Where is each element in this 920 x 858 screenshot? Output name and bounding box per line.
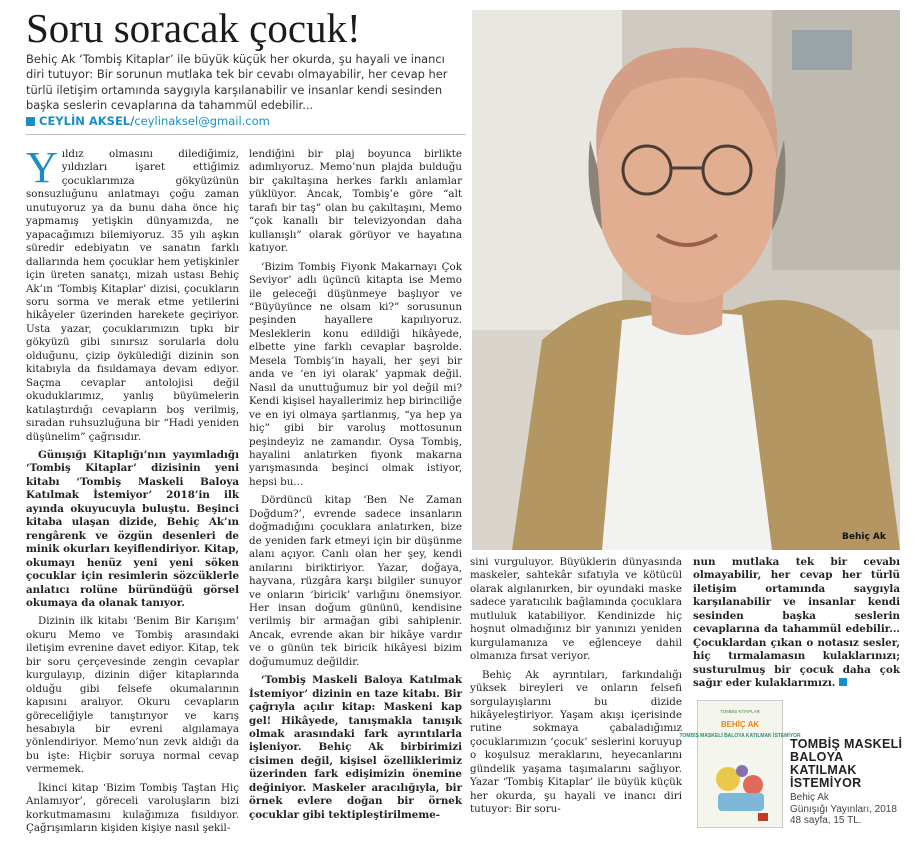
- paragraph: ‘Tombiş Maskeli Baloya Katılmak İstemiyor’ dizinin en taze kitabı. Bir çağrıyla açılır kitap: Maskeni kap gel! Hikâyede, tanışmakla tanışık olmak arasındaki fark ayrıntılarla işleniyor. Behiç Ak birbirimizi cisimen değil, kişisel özelliklerimiz üzerinden fark edişimizin önemine değiniyor. Maskeler aracılığıyla, bir örnek evlere doğan bir örnek çocuklar gibi tektipleştirilmeme-: [249, 674, 462, 821]
- book-cover: [679, 700, 801, 828]
- svg-text:TOMBİŞ KİTAPLAR: TOMBİŞ KİTAPLAR: [720, 709, 760, 714]
- paragraph: sini vurguluyor. Büyüklerin dünyasında maskeler, sahtekâr sıfatıyla ve kötücül olarak algılanırken, bir oyundaki maske sadece yaratıcılık bağlamında çocuklara mutluluk katabiliyor. Kendinizde hiç hoşnut olmadığınız bir yanınızı yeniden kurgulamanıza ve eğlenceye dahil olmanıza fırsat veriyor.: [470, 556, 682, 663]
- book-cover-art: [679, 701, 801, 827]
- square-icon: [26, 117, 35, 126]
- paragraph: ‘Bizim Tombiş Fiyonk Makarnayı Çok Seviyor’ adlı üçüncü kitapta ise Memo ile geleceği düşünmeye başlıyor ve “Büyüyünce ne olsam ki?” sorusunun peşinden hayallere kapılıyoruz. Mesleklerin konu edildiği hikâyede, elbette yine farklı cevaplar başrolde. Mesela Tombiş’in hayali, her şeyi bir anda ve ‘en iyi olarak’ yapmak değil. Nasıl da unuttuğumuz bir yol değil mi? Kendi kişisel hayallerimiz hep birinciliğe ve en iyi olmaya şartlanmış, “ya hep ya hiç” gibi bir varoluş mottosunun peşindeyiz ne zamandır. Oysa Tombiş, hayalini anlatırken fiyonk makarna yarışmasında beşinci olmak istiyor, hepsi bu...: [249, 260, 462, 488]
- paragraph: Dizinin ilk kitabı ‘Benim Bir Karışım’ okuru Memo ve Tombiş arasındaki iletişim evrenine davet ediyor. Kitap, tek bir soru çerçevesinde zengin cevaplar kurgulayıp, dizinin diğer kitaplarında olduğu gibi felsefe okumalarının kapısını aralıyor. Okuru cevapların göreceliğiyle tanıştırıyor ve karış hesabıyla bir evreni algılamaya yönlendiriyor. Memo’nun zevk aldığı da bu işte: Hiçbir soruya normal cevap vermemek.: [26, 615, 239, 776]
- column-3: [470, 556, 682, 822]
- paragraph: İkinci kitap ‘Bizim Tombiş Taştan Hiç Anlamıyor’, göreceli varoluşların bizi korkutmamasını kulağımıza fısıldıyor. Çağrışımların kişiden kişiye nasıl şekil-: [26, 781, 239, 835]
- portrait-illustration: [472, 10, 900, 550]
- byline: [26, 114, 270, 128]
- headline: Soru soracak çocuk!: [26, 5, 361, 51]
- book-info: [790, 738, 910, 827]
- lead-paragraph: Behiç Ak ‘Tombiş Kitaplar’ ile büyük küçük her okurda, şu hayali ve inancı diri tutuyor: Bir sorunun mutlaka tek bir cevabı olmayabilir, her cevap her türlü iletişim ortamında saygıyla karşılanabilir ve insanlar kendi sesinden başka seslerin cevaplarına da tahammül edebilir...: [26, 52, 448, 113]
- column-4: [693, 556, 900, 696]
- paragraph: nun mutlaka tek bir cevabı olmayabilir, her cevap her türlü iletişim ortamında saygıyla karşılanabilir ve insanlar kendi sesinden başka seslerin cevaplarına da tahammül edebilir... Çocuklardan çıkan o notasız sesler, hiç tırmalamasın kulaklarınızı; susturulmuş bir çocuk daha çok sağır eder kulaklarımızı.: [693, 556, 900, 690]
- drop-cap: Y: [26, 143, 58, 192]
- column-2: [249, 148, 462, 827]
- end-mark-icon: [839, 678, 847, 686]
- book-publisher: Günışığı Yayınları, 2018: [790, 803, 897, 815]
- author-email[interactable]: ceylinaksel@gmail.com: [134, 114, 270, 128]
- column-1: [26, 143, 239, 841]
- svg-text:BEHİÇ AK: BEHİÇ AK: [720, 720, 760, 729]
- author-name: CEYLİN AKSEL/: [39, 114, 135, 128]
- book-author: Behiç Ak: [790, 792, 829, 803]
- photo-caption: Behiç Ak: [842, 532, 886, 542]
- book-details: 48 sayfa, 15 TL.: [790, 815, 862, 826]
- book-title: TOMBİŞ MASKELİ BALOYA KATILMAK İSTEMİYOR: [790, 737, 903, 790]
- divider: [26, 134, 466, 135]
- paragraph: Behiç Ak ayrıntıları, farkındalığı yüksek bireyleri ve onların felsefi sorgulayışlarını bu dizide hikâyeleştiriyor. Yaşam akışı içerisinde rutine sokmaya çabaladığımız çocuklarımızın ‘çocuk’ seslerini koruyup o koşulsuz meraklarını, heyecanlarını gündelik yaşama taşımalarını sağlıyor. Yazar ‘Tombiş Kitaplar’ ile büyük küçük her okurda, şu hayali ve inancı diri tutuyor: Bir soru-: [470, 668, 682, 816]
- paragraph: Dördüncü kitap ‘Ben Ne Zaman Doğdum?’, evrende sadece insanların doğmadığını çocuklara anlatırken, bize de yeniden fark etmeyi için bir düşünme alanı açıyor. Canlı olan her şey, kendi anılarını biriktiriyor. Yazar, doğaya, hayvana, rüzgâra karşı bilgiler sunuyor ve onların ‘biricik’ varlığını önemsiyor. Her insan doğum gününü, kendisine verilmiş bir armağan gibi sahiplenir. Ancak, evrende akan bir hikâye vardır ve o günün tek biricik hikâyesi bizim doğumumuz değildir.: [249, 494, 462, 668]
- author-photo: [472, 10, 900, 550]
- svg-text:TOMBİŞ MASKELİ BALOYA KATILMAK: TOMBİŞ MASKELİ BALOYA KATILMAK İSTEMİYOR: [679, 733, 801, 739]
- paragraph: Yıldız olmasını dilediğimiz, yıldızları işaret ettiğimiz çocuklarımıza gökyüzünün sonsuzluğunu anlatmayı çoğu zaman unutuyoruz ya da bunu daha önce hiç yapmamış yetişkin dünyamızda, ne yapacağımızı bilemiyoruz. 35 yılı aşkın süredir edebiyatın ve sanatın farklı dallarında hem çocuklar hem yetişkinler için üreten sanatçı, mizah ustası Behiç Ak’ın ‘Tombiş Kitaplar’ dizisi, çocukların soru sorma ve merak etme yetilerini hikâyeler üzerinden harekete geçiriyor. Usta yazar, çocuklarımızın tıpkı bir gökyüzü gibi sınırsız sorularla dolu olduğunu, çizip öykülediği dizinin son kitabıyla da fısıldamaya devam ediyor. Saçma cevaplar antolojisi değil okuduklarımız, yanlış büyümelerin katılaştırdığı cevapların boş verilmiş, sıradan ruhsuzluğuna bir “Hadi yeniden düşünelim” çağrısıdır.: [26, 143, 239, 443]
- paragraph: Günışığı Kitaplığı’nın yayımladığı ‘Tombiş Kitaplar’ dizisinin yeni kitabı ‘Tombiş Maskeli Baloya Katılmak İstemiyor’ 2018’in ilk ayında okuyucuyla buluştu. Beşinci kitaba ulaşan dizide, Behiç Ak’ın rengârenk ve özgün desenleri de minik okurları keyiflendiriyor. Kitap, okumayı henüz yeni yeni söken çocuklar için resimlerin sözcüklerle anlatıcı rolüne büründüğü görsel okumaya da olanak tanıyor.: [26, 448, 239, 609]
- paragraph: lendiğini bir plaj boyunca birlikte adımlıyoruz. Memo’nun plajda bulduğu bir çakıltaşına herkes farklı anlamlar yüklüyor. Ancak, Tombiş’e göre “alt tarafı bir taş” olan bu çakıltaşını, Memo “çok kanallı bir televizyondan daha kullanışlı” olarak görüyor ve hayatına katıyor.: [249, 148, 462, 255]
